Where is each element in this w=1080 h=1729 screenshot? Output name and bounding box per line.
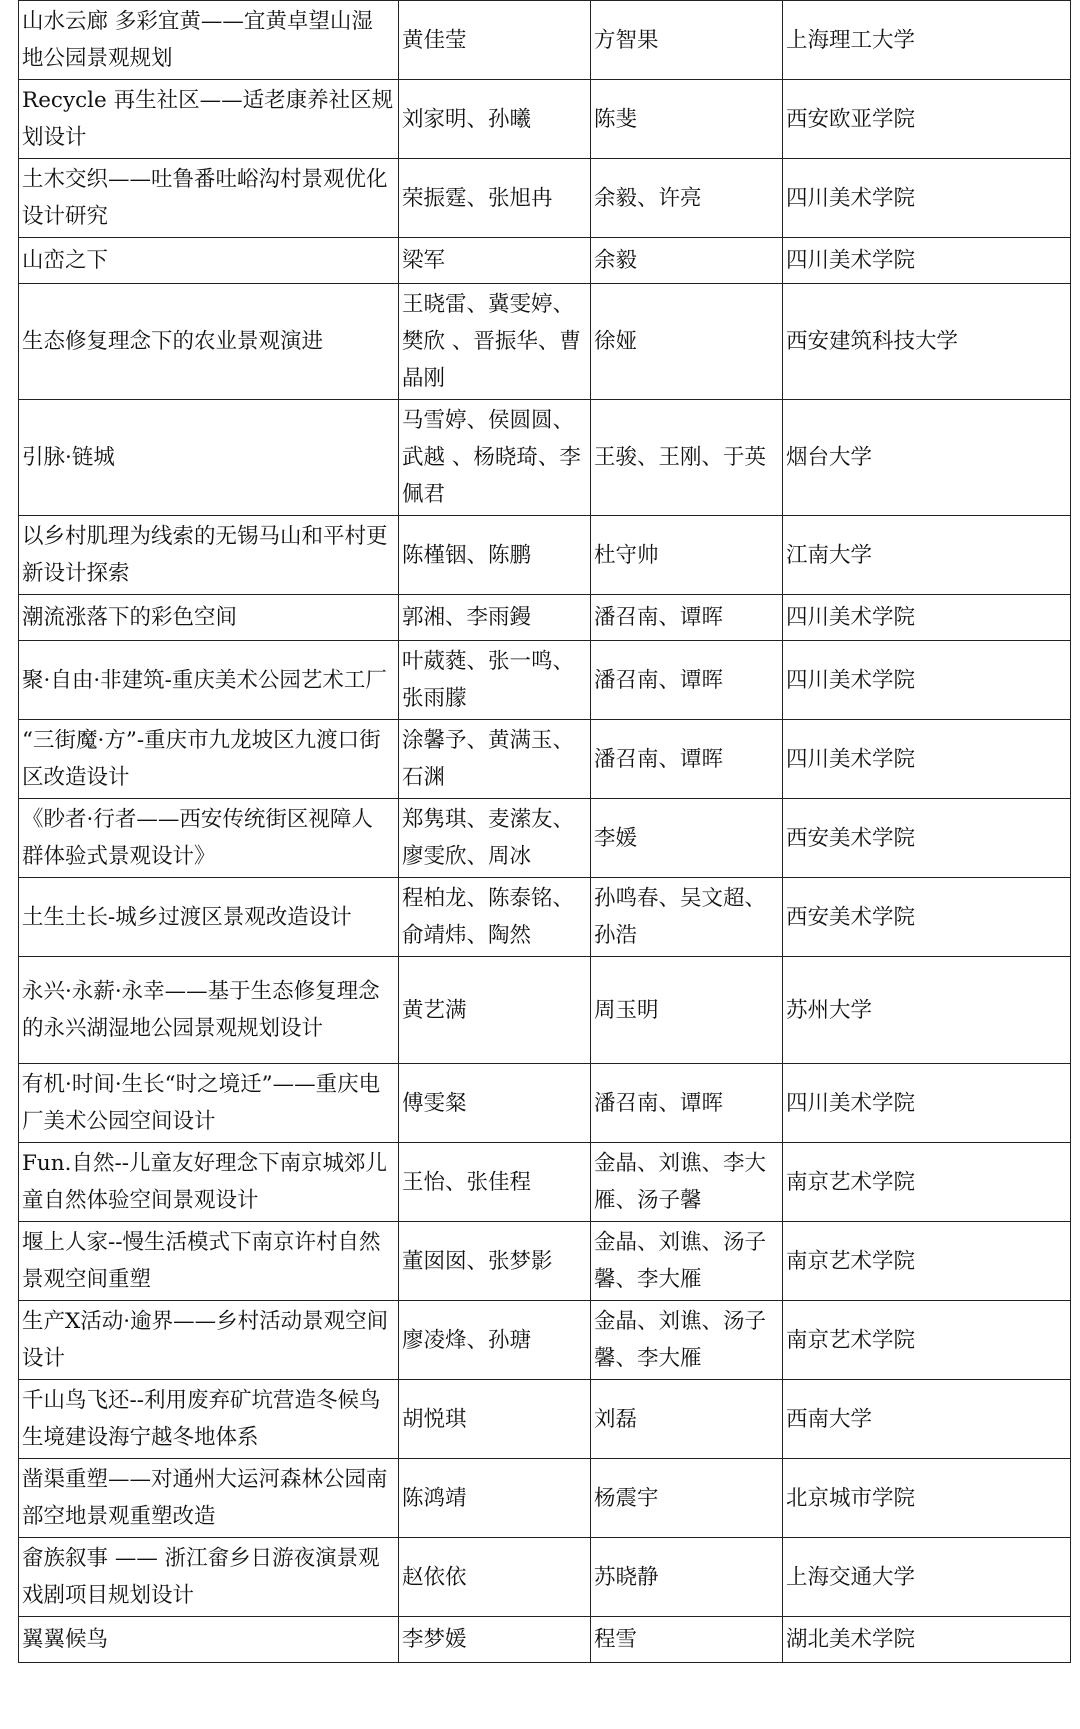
school-cell: 西南大学 (783, 1380, 1071, 1459)
project-title-cell: 山水云廊 多彩宜黄——宜黄卓望山湿地公园景观规划 (19, 1, 399, 80)
students-cell: 涂馨予、黄满玉、石渊 (399, 720, 591, 799)
students-cell: 刘家明、孙曦 (399, 80, 591, 159)
advisors-cell: 余毅 (591, 238, 783, 284)
students-cell: 王晓雷、冀雯婷、樊欣 、晋振华、曹晶刚 (399, 284, 591, 400)
students-cell: 程柏龙、陈泰铭、俞靖炜、陶然 (399, 878, 591, 957)
students-cell: 叶葳蕤、张一鸣、张雨朦 (399, 641, 591, 720)
table-row (19, 1301, 1071, 1380)
table-row (19, 1380, 1071, 1459)
project-title-cell: 生态修复理念下的农业景观演进 (19, 284, 399, 400)
students-cell: 傅雯粲 (399, 1064, 591, 1143)
advisors-cell: 李媛 (591, 799, 783, 878)
advisors-cell: 王骏、王刚、于英 (591, 400, 783, 516)
advisors-cell: 孙鸣春、吴文超、孙浩 (591, 878, 783, 957)
table-row (19, 878, 1071, 957)
students-cell: 陈槿铟、陈鹏 (399, 516, 591, 595)
advisors-cell: 徐娅 (591, 284, 783, 400)
project-title-cell: 畲族叙事 —— 浙江畲乡日游夜演景观戏剧项目规划设计 (19, 1538, 399, 1617)
project-title-cell: Fun.自然--儿童友好理念下南京城郊儿童自然体验空间景观设计 (19, 1143, 399, 1222)
students-cell: 赵依依 (399, 1538, 591, 1617)
school-cell: 四川美术学院 (783, 641, 1071, 720)
advisors-cell: 陈斐 (591, 80, 783, 159)
advisors-cell: 方智果 (591, 1, 783, 80)
school-cell: 西安美术学院 (783, 878, 1071, 957)
school-cell: 四川美术学院 (783, 595, 1071, 641)
advisors-cell: 程雪 (591, 1617, 783, 1663)
students-cell: 郭湘、李雨鏝 (399, 595, 591, 641)
students-cell: 李梦媛 (399, 1617, 591, 1663)
students-cell: 廖凌烽、孙瑭 (399, 1301, 591, 1380)
advisors-cell: 潘召南、谭晖 (591, 641, 783, 720)
awards-table-body (19, 1, 1071, 1663)
project-title-cell: Recycle 再生社区——适老康养社区规划设计 (19, 80, 399, 159)
advisors-cell: 金晶、刘谯、汤子馨、李大雁 (591, 1222, 783, 1301)
school-cell: 江南大学 (783, 516, 1071, 595)
school-cell: 上海理工大学 (783, 1, 1071, 80)
table-row (19, 284, 1071, 400)
school-cell: 西安建筑科技大学 (783, 284, 1071, 400)
advisors-cell: 金晶、刘谯、汤子馨、李大雁 (591, 1301, 783, 1380)
school-cell: 北京城市学院 (783, 1459, 1071, 1538)
school-cell: 上海交通大学 (783, 1538, 1071, 1617)
table-row (19, 1064, 1071, 1143)
table-row (19, 1143, 1071, 1222)
students-cell: 荣振霆、张旭冉 (399, 159, 591, 238)
project-title-cell: 千山鸟飞还--利用废弃矿坑营造冬候鸟生境建设海宁越冬地体系 (19, 1380, 399, 1459)
table-row (19, 1538, 1071, 1617)
advisors-cell: 潘召南、谭晖 (591, 720, 783, 799)
school-cell: 四川美术学院 (783, 159, 1071, 238)
students-cell: 黄艺满 (399, 957, 591, 1064)
students-cell: 王怡、张佳程 (399, 1143, 591, 1222)
students-cell: 陈鸿靖 (399, 1459, 591, 1538)
school-cell: 四川美术学院 (783, 720, 1071, 799)
table-row (19, 238, 1071, 284)
table-row (19, 641, 1071, 720)
table-row (19, 400, 1071, 516)
table-row (19, 1459, 1071, 1538)
advisors-cell: 苏晓静 (591, 1538, 783, 1617)
school-cell: 湖北美术学院 (783, 1617, 1071, 1663)
students-cell: 梁军 (399, 238, 591, 284)
school-cell: 烟台大学 (783, 400, 1071, 516)
students-cell: 胡悦琪 (399, 1380, 591, 1459)
project-title-cell: 翼翼候鸟 (19, 1617, 399, 1663)
advisors-cell: 金晶、刘谯、李大雁、汤子馨 (591, 1143, 783, 1222)
project-title-cell: 土木交织——吐鲁番吐峪沟村景观优化设计研究 (19, 159, 399, 238)
school-cell: 南京艺术学院 (783, 1143, 1071, 1222)
project-title-cell: 有机·时间·生长“时之境迁”——重庆电厂美术公园空间设计 (19, 1064, 399, 1143)
project-title-cell: “三街魔·方”-重庆市九龙坡区九渡口街区改造设计 (19, 720, 399, 799)
school-cell: 四川美术学院 (783, 1064, 1071, 1143)
school-cell: 四川美术学院 (783, 238, 1071, 284)
awards-table (18, 0, 1071, 1663)
project-title-cell: 堰上人家--慢生活模式下南京许村自然景观空间重塑 (19, 1222, 399, 1301)
advisors-cell: 杜守帅 (591, 516, 783, 595)
table-row (19, 1617, 1071, 1663)
advisors-cell: 余毅、许亮 (591, 159, 783, 238)
advisors-cell: 周玉明 (591, 957, 783, 1064)
project-title-cell: 永兴·永薪·永幸——基于生态修复理念的永兴湖湿地公园景观规划设计 (19, 957, 399, 1064)
project-title-cell: 潮流涨落下的彩色空间 (19, 595, 399, 641)
table-row (19, 799, 1071, 878)
project-title-cell: 以乡村肌理为线索的无锡马山和平村更新设计探索 (19, 516, 399, 595)
school-cell: 西安欧亚学院 (783, 80, 1071, 159)
school-cell: 南京艺术学院 (783, 1301, 1071, 1380)
students-cell: 黄佳莹 (399, 1, 591, 80)
school-cell: 南京艺术学院 (783, 1222, 1071, 1301)
project-title-cell: 土生土长-城乡过渡区景观改造设计 (19, 878, 399, 957)
table-row (19, 159, 1071, 238)
project-title-cell: 引脉·链城 (19, 400, 399, 516)
advisors-cell: 刘磊 (591, 1380, 783, 1459)
table-row (19, 957, 1071, 1064)
table-row (19, 1, 1071, 80)
project-title-cell: 聚·自由·非建筑-重庆美术公园艺术工厂 (19, 641, 399, 720)
school-cell: 西安美术学院 (783, 799, 1071, 878)
project-title-cell: 凿渠重塑——对通州大运河森林公园南部空地景观重塑改造 (19, 1459, 399, 1538)
project-title-cell: 生产Ⅹ活动·逾界——乡村活动景观空间设计 (19, 1301, 399, 1380)
table-row (19, 720, 1071, 799)
table-row (19, 1222, 1071, 1301)
advisors-cell: 潘召南、谭晖 (591, 595, 783, 641)
table-row (19, 80, 1071, 159)
advisors-cell: 杨震宇 (591, 1459, 783, 1538)
project-title-cell: 《眇者·行者——西安传统街区视障人群体验式景观设计》 (19, 799, 399, 878)
school-cell: 苏州大学 (783, 957, 1071, 1064)
students-cell: 董囡囡、张梦影 (399, 1222, 591, 1301)
advisors-cell: 潘召南、谭晖 (591, 1064, 783, 1143)
table-row (19, 595, 1071, 641)
table-row (19, 516, 1071, 595)
students-cell: 郑隽琪、麦潆友、廖雯欣、周冰 (399, 799, 591, 878)
students-cell: 马雪婷、侯圆圆、武越 、杨晓琦、李佩君 (399, 400, 591, 516)
project-title-cell: 山峦之下 (19, 238, 399, 284)
